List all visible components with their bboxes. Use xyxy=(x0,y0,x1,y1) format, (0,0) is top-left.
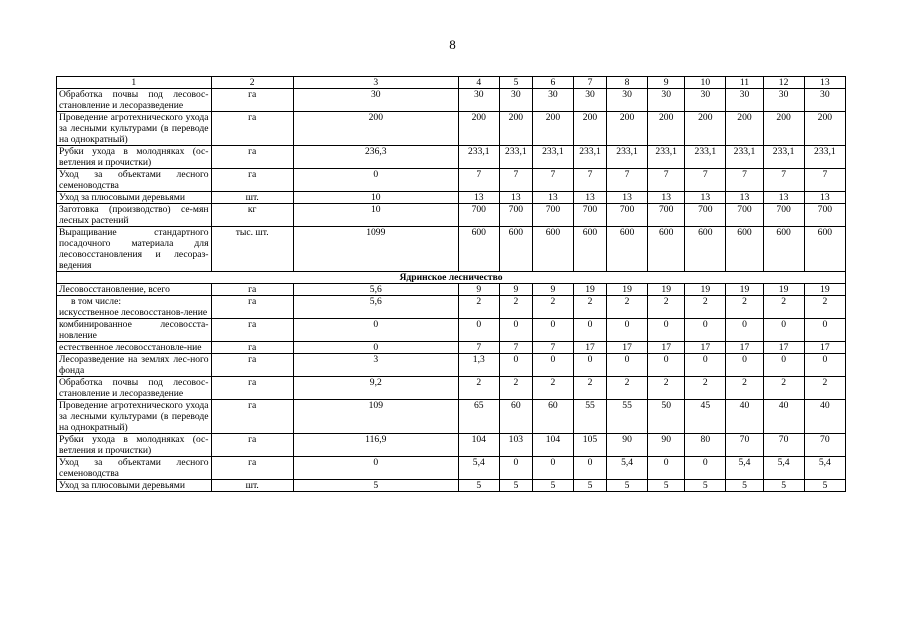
value-cell: 90 xyxy=(606,434,647,457)
value-cell: 700 xyxy=(804,204,845,227)
column-number-cell: 3 xyxy=(293,77,458,89)
value-cell: 13 xyxy=(606,192,647,204)
value-cell: 200 xyxy=(458,112,499,146)
value-cell: 0 xyxy=(532,319,573,342)
value-cell: 700 xyxy=(499,204,532,227)
value-cell: 40 xyxy=(726,400,763,434)
value-cell: 233,1 xyxy=(804,146,845,169)
value-cell: 17 xyxy=(574,342,607,354)
value-cell: 7 xyxy=(499,342,532,354)
value-cell: 65 xyxy=(458,400,499,434)
value-cell: 70 xyxy=(804,434,845,457)
column-number-cell: 5 xyxy=(499,77,532,89)
value-cell: 13 xyxy=(726,192,763,204)
value-cell: 13 xyxy=(532,192,573,204)
value-cell: 700 xyxy=(648,204,685,227)
value-cell: 200 xyxy=(574,112,607,146)
value-cell: 5,4 xyxy=(606,457,647,480)
row-name-text: Уход за объектами лесного семеноводства xyxy=(59,457,209,479)
row-unit-cell: га xyxy=(211,377,293,400)
table-row xyxy=(57,480,846,492)
value-cell: 5 xyxy=(293,480,458,492)
value-cell: 30 xyxy=(293,89,458,112)
row-name-cell xyxy=(57,434,212,457)
value-cell: 5 xyxy=(458,480,499,492)
value-cell: 200 xyxy=(763,112,804,146)
value-cell: 45 xyxy=(685,400,726,434)
column-number-row xyxy=(57,77,846,89)
value-cell: 600 xyxy=(458,227,499,272)
value-cell: 2 xyxy=(726,296,763,319)
value-cell: 2 xyxy=(685,296,726,319)
row-unit-cell: га xyxy=(211,146,293,169)
value-cell: 19 xyxy=(763,284,804,296)
row-name-cell xyxy=(57,89,212,112)
column-number-cell: 8 xyxy=(606,77,647,89)
value-cell: 10 xyxy=(293,192,458,204)
table-row xyxy=(57,112,846,146)
row-name-text: Уход за плюсовыми деревьями xyxy=(59,480,185,491)
value-cell: 109 xyxy=(293,400,458,434)
value-cell: 19 xyxy=(726,284,763,296)
value-cell: 55 xyxy=(606,400,647,434)
value-cell: 17 xyxy=(606,342,647,354)
row-unit-cell: шт. xyxy=(211,192,293,204)
table-row xyxy=(57,89,846,112)
value-cell: 7 xyxy=(685,169,726,192)
value-cell: 17 xyxy=(685,342,726,354)
value-cell: 200 xyxy=(726,112,763,146)
value-cell: 7 xyxy=(532,342,573,354)
value-cell: 2 xyxy=(499,377,532,400)
row-name-cell xyxy=(57,284,212,296)
value-cell: 2 xyxy=(763,296,804,319)
row-unit-cell: га xyxy=(211,296,293,319)
value-cell: 600 xyxy=(648,227,685,272)
value-cell: 0 xyxy=(574,319,607,342)
value-cell: 30 xyxy=(499,89,532,112)
row-unit-cell: кг xyxy=(211,204,293,227)
row-name-text: Рубки ухода в молодняках (ос-ветления и прочистки) xyxy=(59,146,209,168)
value-cell: 2 xyxy=(499,296,532,319)
value-cell: 103 xyxy=(499,434,532,457)
row-name-cell xyxy=(57,112,212,146)
row-unit-cell: га xyxy=(211,400,293,434)
value-cell: 600 xyxy=(606,227,647,272)
value-cell: 7 xyxy=(532,169,573,192)
value-cell: 30 xyxy=(763,89,804,112)
value-cell: 700 xyxy=(606,204,647,227)
value-cell: 600 xyxy=(574,227,607,272)
value-cell: 600 xyxy=(804,227,845,272)
value-cell: 0 xyxy=(606,319,647,342)
value-cell: 0 xyxy=(293,342,458,354)
value-cell: 2 xyxy=(458,296,499,319)
value-cell: 19 xyxy=(804,284,845,296)
value-cell: 5,4 xyxy=(804,457,845,480)
value-cell: 5,6 xyxy=(293,284,458,296)
value-cell: 13 xyxy=(499,192,532,204)
value-cell: 0 xyxy=(499,354,532,377)
value-cell: 17 xyxy=(726,342,763,354)
value-cell: 13 xyxy=(804,192,845,204)
column-number-cell: 7 xyxy=(574,77,607,89)
row-name-text: Проведение агротехнического ухода за лесными культурами (в переводе на однократный) xyxy=(59,112,209,145)
section-title: Ядринское лесничество xyxy=(57,272,846,284)
value-cell: 600 xyxy=(763,227,804,272)
value-cell: 600 xyxy=(685,227,726,272)
table-row xyxy=(57,319,846,342)
row-unit-cell: га xyxy=(211,284,293,296)
value-cell: 700 xyxy=(458,204,499,227)
value-cell: 0 xyxy=(804,319,845,342)
value-cell: 700 xyxy=(685,204,726,227)
value-cell: 1,3 xyxy=(458,354,499,377)
value-cell: 7 xyxy=(726,169,763,192)
value-cell: 233,1 xyxy=(499,146,532,169)
value-cell: 2 xyxy=(804,296,845,319)
value-cell: 7 xyxy=(458,169,499,192)
value-cell: 55 xyxy=(574,400,607,434)
value-cell: 7 xyxy=(499,169,532,192)
value-cell: 233,1 xyxy=(532,146,573,169)
value-cell: 7 xyxy=(458,342,499,354)
value-cell: 0 xyxy=(499,319,532,342)
table-row xyxy=(57,284,846,296)
value-cell: 70 xyxy=(763,434,804,457)
row-name-cell xyxy=(57,400,212,434)
row-unit-cell: га xyxy=(211,457,293,480)
value-cell: 5 xyxy=(532,480,573,492)
value-cell: 7 xyxy=(606,169,647,192)
section-row xyxy=(57,272,846,284)
value-cell: 70 xyxy=(726,434,763,457)
value-cell: 600 xyxy=(532,227,573,272)
value-cell: 30 xyxy=(804,89,845,112)
value-cell: 0 xyxy=(499,457,532,480)
value-cell: 17 xyxy=(804,342,845,354)
value-cell: 200 xyxy=(293,112,458,146)
value-cell: 700 xyxy=(726,204,763,227)
row-name-cell xyxy=(57,457,212,480)
value-cell: 5,4 xyxy=(458,457,499,480)
column-number-cell: 12 xyxy=(763,77,804,89)
row-name-cell xyxy=(57,354,212,377)
value-cell: 0 xyxy=(804,354,845,377)
value-cell: 30 xyxy=(606,89,647,112)
row-name-cell xyxy=(57,204,212,227)
table-row xyxy=(57,457,846,480)
value-cell: 233,1 xyxy=(648,146,685,169)
value-cell: 2 xyxy=(574,296,607,319)
row-unit-cell: га xyxy=(211,319,293,342)
value-cell: 2 xyxy=(726,377,763,400)
value-cell: 700 xyxy=(763,204,804,227)
row-name-cell xyxy=(57,377,212,400)
forestry-plan-table xyxy=(56,76,846,492)
value-cell: 60 xyxy=(532,400,573,434)
value-cell: 2 xyxy=(532,377,573,400)
table-row xyxy=(57,434,846,457)
value-cell: 2 xyxy=(458,377,499,400)
column-number-cell: 10 xyxy=(685,77,726,89)
value-cell: 700 xyxy=(532,204,573,227)
value-cell: 0 xyxy=(763,319,804,342)
value-cell: 116,9 xyxy=(293,434,458,457)
value-cell: 5 xyxy=(804,480,845,492)
row-unit-cell: шт. xyxy=(211,480,293,492)
row-name-cell xyxy=(57,169,212,192)
value-cell: 0 xyxy=(685,354,726,377)
value-cell: 233,1 xyxy=(685,146,726,169)
value-cell: 200 xyxy=(606,112,647,146)
value-cell: 80 xyxy=(685,434,726,457)
value-cell: 5,6 xyxy=(293,296,458,319)
row-name-text: Лесоразведение на землях лес-ного фонда xyxy=(59,354,209,376)
value-cell: 90 xyxy=(648,434,685,457)
row-unit-cell: га xyxy=(211,434,293,457)
value-cell: 2 xyxy=(648,377,685,400)
row-name-cell xyxy=(57,319,212,342)
value-cell: 17 xyxy=(648,342,685,354)
value-cell: 17 xyxy=(763,342,804,354)
value-cell: 0 xyxy=(685,319,726,342)
row-unit-cell: тыс. шт. xyxy=(211,227,293,272)
row-name-text: Рубки ухода в молодняках (ос-ветления и прочистки) xyxy=(59,434,209,456)
value-cell: 0 xyxy=(606,354,647,377)
value-cell: 40 xyxy=(763,400,804,434)
value-cell: 2 xyxy=(804,377,845,400)
value-cell: 30 xyxy=(685,89,726,112)
row-unit-cell: га xyxy=(211,342,293,354)
table-row xyxy=(57,192,846,204)
value-cell: 104 xyxy=(532,434,573,457)
row-name-text: Обработка почвы под лесовос-становление и лесоразведение xyxy=(59,377,209,399)
row-name-text: Проведение агротехнического ухода за лесными культурами (в переводе на однократный) xyxy=(59,400,209,433)
value-cell: 19 xyxy=(606,284,647,296)
value-cell: 30 xyxy=(648,89,685,112)
value-cell: 2 xyxy=(532,296,573,319)
value-cell: 5 xyxy=(726,480,763,492)
value-cell: 233,1 xyxy=(606,146,647,169)
value-cell: 9 xyxy=(458,284,499,296)
value-cell: 0 xyxy=(648,319,685,342)
table-row xyxy=(57,377,846,400)
value-cell: 9 xyxy=(532,284,573,296)
row-name-text: искусственное лесовосстанов-ление xyxy=(59,307,208,318)
value-cell: 50 xyxy=(648,400,685,434)
value-cell: 7 xyxy=(574,169,607,192)
table-row xyxy=(57,354,846,377)
table-row xyxy=(57,227,846,272)
value-cell: 5 xyxy=(648,480,685,492)
value-cell: 7 xyxy=(648,169,685,192)
value-cell: 0 xyxy=(574,354,607,377)
value-cell: 60 xyxy=(499,400,532,434)
value-cell: 2 xyxy=(763,377,804,400)
value-cell: 30 xyxy=(726,89,763,112)
value-cell: 233,1 xyxy=(726,146,763,169)
value-cell: 5,4 xyxy=(726,457,763,480)
value-cell: 13 xyxy=(458,192,499,204)
value-cell: 0 xyxy=(532,354,573,377)
table-row xyxy=(57,400,846,434)
value-cell: 5 xyxy=(606,480,647,492)
row-name-cell xyxy=(57,480,212,492)
value-cell: 104 xyxy=(458,434,499,457)
value-cell: 13 xyxy=(574,192,607,204)
value-cell: 5 xyxy=(685,480,726,492)
row-unit-cell: га xyxy=(211,112,293,146)
value-cell: 0 xyxy=(293,319,458,342)
value-cell: 0 xyxy=(726,354,763,377)
value-cell: 233,1 xyxy=(763,146,804,169)
table-row xyxy=(57,296,846,319)
row-name-cell xyxy=(57,296,212,319)
column-number-cell: 9 xyxy=(648,77,685,89)
value-cell: 0 xyxy=(532,457,573,480)
value-cell: 200 xyxy=(685,112,726,146)
value-cell: 7 xyxy=(763,169,804,192)
value-cell: 30 xyxy=(458,89,499,112)
page-number: 8 xyxy=(449,37,456,52)
value-cell: 200 xyxy=(499,112,532,146)
column-number-cell: 11 xyxy=(726,77,763,89)
row-name-text: естественное лесовосстановле-ние xyxy=(59,342,202,353)
value-cell: 3 xyxy=(293,354,458,377)
value-cell: 0 xyxy=(763,354,804,377)
value-cell: 105 xyxy=(574,434,607,457)
table-row xyxy=(57,169,846,192)
table-body xyxy=(57,77,846,492)
value-cell: 2 xyxy=(685,377,726,400)
value-cell: 2 xyxy=(606,377,647,400)
value-cell: 19 xyxy=(685,284,726,296)
row-unit-cell: га xyxy=(211,354,293,377)
row-name-cell xyxy=(57,192,212,204)
value-cell: 13 xyxy=(648,192,685,204)
value-cell: 0 xyxy=(293,457,458,480)
column-number-cell: 4 xyxy=(458,77,499,89)
row-name-text: Уход за плюсовыми деревьями xyxy=(59,192,185,203)
value-cell: 40 xyxy=(804,400,845,434)
row-name-cell xyxy=(57,227,212,272)
value-cell: 0 xyxy=(574,457,607,480)
value-cell: 200 xyxy=(804,112,845,146)
table-row xyxy=(57,146,846,169)
row-name-cell xyxy=(57,146,212,169)
row-name-text: Выращивание стандартного посадочного материала для лесовосстановления и лесораз-ведения xyxy=(59,227,209,271)
table-row xyxy=(57,342,846,354)
value-cell: 236,3 xyxy=(293,146,458,169)
value-cell: 0 xyxy=(293,169,458,192)
value-cell: 30 xyxy=(532,89,573,112)
row-name-text: комбинированное лесовосста-новление xyxy=(59,319,209,341)
row-name-prefix: в том числе: xyxy=(71,296,122,307)
row-name-text: Уход за объектами лесного семеноводства xyxy=(59,169,209,191)
value-cell: 600 xyxy=(499,227,532,272)
value-cell: 13 xyxy=(763,192,804,204)
value-cell: 1099 xyxy=(293,227,458,272)
value-cell: 5,4 xyxy=(763,457,804,480)
value-cell: 0 xyxy=(458,319,499,342)
value-cell: 5 xyxy=(574,480,607,492)
value-cell: 0 xyxy=(726,319,763,342)
value-cell: 10 xyxy=(293,204,458,227)
value-cell: 30 xyxy=(574,89,607,112)
value-cell: 19 xyxy=(648,284,685,296)
row-name-text: Лесовосстановление, всего xyxy=(59,284,170,295)
value-cell: 19 xyxy=(574,284,607,296)
value-cell: 0 xyxy=(685,457,726,480)
value-cell: 0 xyxy=(648,457,685,480)
value-cell: 233,1 xyxy=(574,146,607,169)
value-cell: 233,1 xyxy=(458,146,499,169)
row-name-text: Заготовка (производство) се-мян лесных растений xyxy=(59,204,209,226)
value-cell: 13 xyxy=(685,192,726,204)
column-number-cell: 6 xyxy=(532,77,573,89)
value-cell: 5 xyxy=(763,480,804,492)
row-name-cell xyxy=(57,342,212,354)
row-name-text: Обработка почвы под лесовос-становление и лесоразведение xyxy=(59,89,209,111)
column-number-cell: 13 xyxy=(804,77,845,89)
value-cell: 600 xyxy=(726,227,763,272)
value-cell: 2 xyxy=(606,296,647,319)
value-cell: 2 xyxy=(574,377,607,400)
row-unit-cell: га xyxy=(211,169,293,192)
value-cell: 700 xyxy=(574,204,607,227)
value-cell: 2 xyxy=(648,296,685,319)
column-number-cell: 2 xyxy=(211,77,293,89)
value-cell: 0 xyxy=(648,354,685,377)
value-cell: 200 xyxy=(532,112,573,146)
value-cell: 9 xyxy=(499,284,532,296)
value-cell: 7 xyxy=(804,169,845,192)
value-cell: 5 xyxy=(499,480,532,492)
value-cell: 200 xyxy=(648,112,685,146)
value-cell: 9,2 xyxy=(293,377,458,400)
row-unit-cell: га xyxy=(211,89,293,112)
table-row xyxy=(57,204,846,227)
column-number-cell: 1 xyxy=(57,77,212,89)
